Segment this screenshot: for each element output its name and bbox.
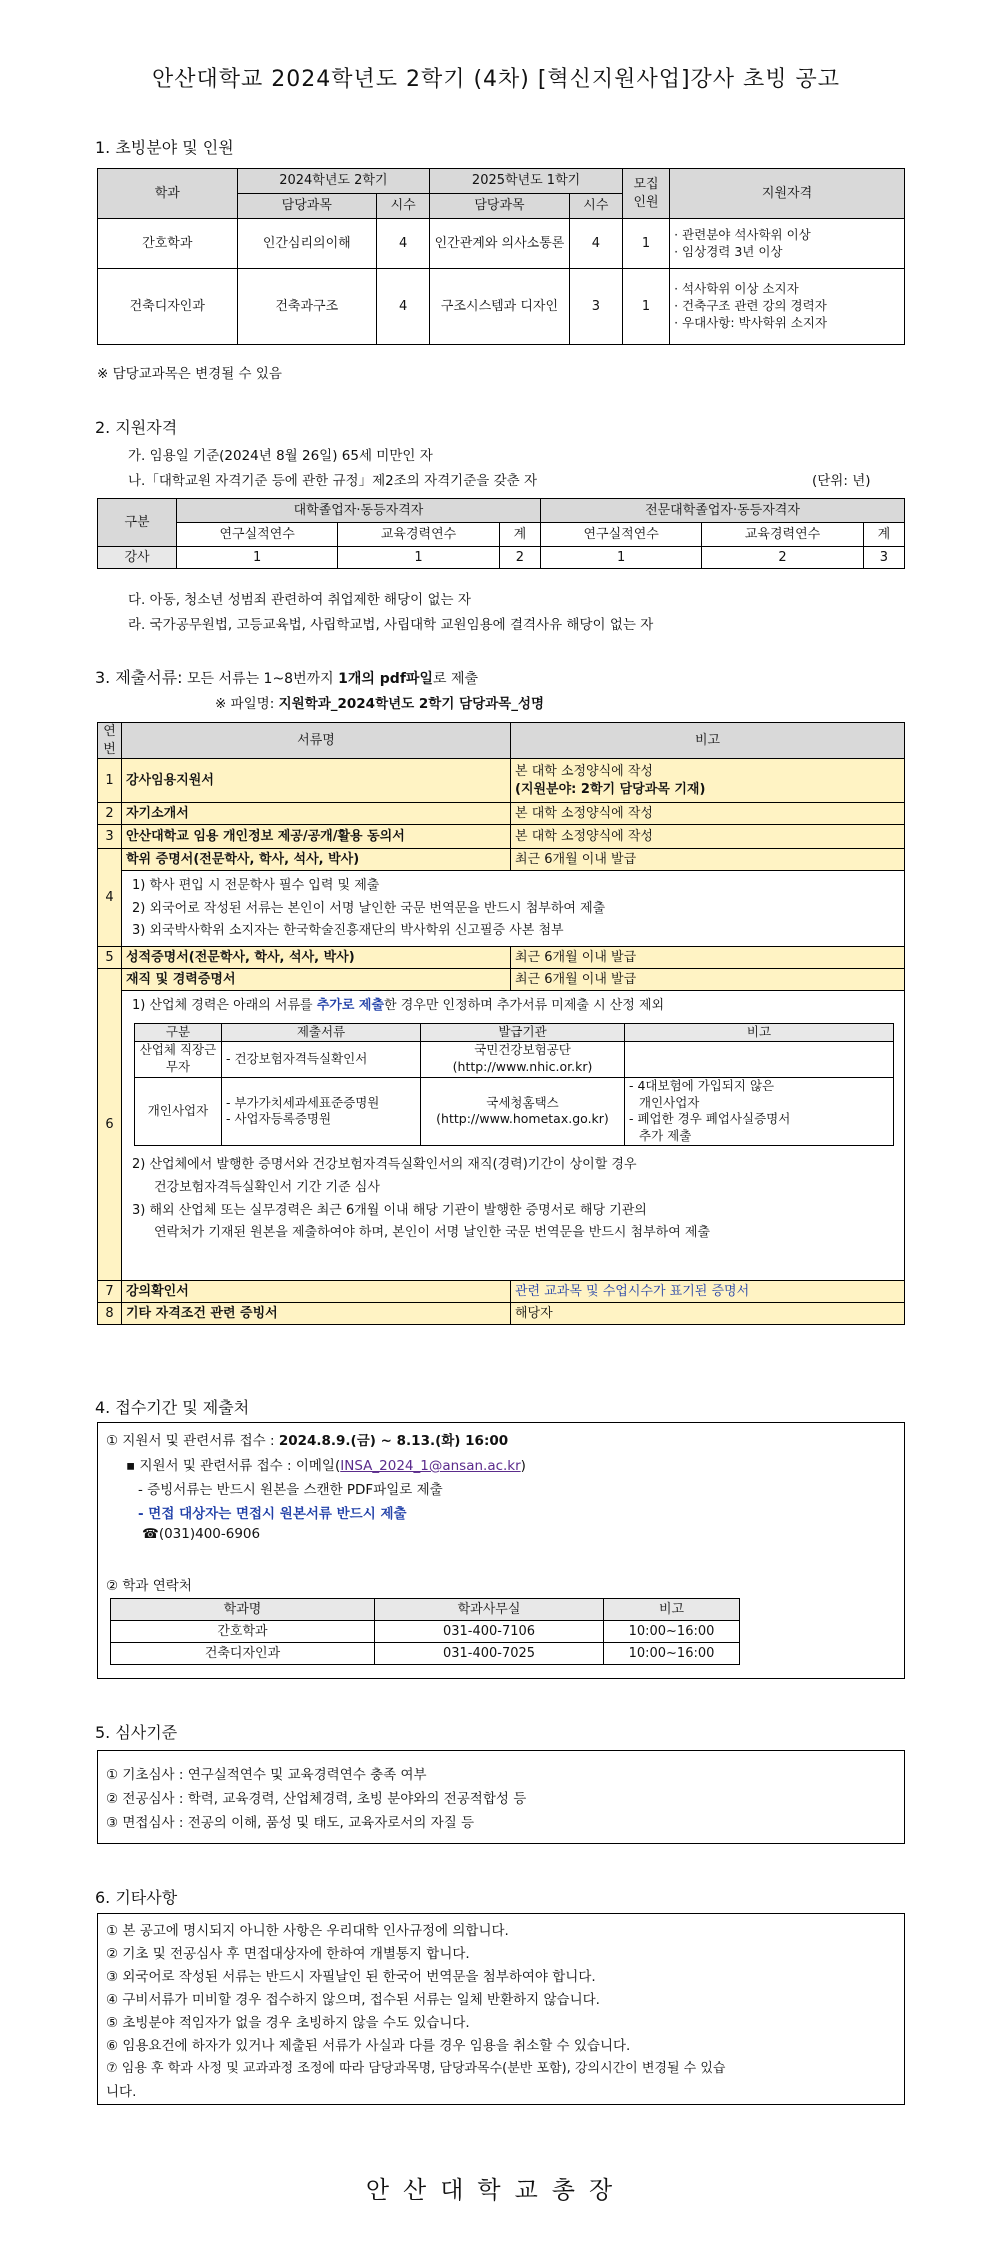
th-recruit: 모집 인원 [622,169,669,219]
criteria-item: ③ 면접심사 : 전공의 이해, 품성 및 태도, 교육자로서의 자질 등 [106,1815,475,1831]
cell-no: 5 [98,947,122,969]
th-research: 연구실적연수 [540,523,701,547]
table-row [98,825,905,849]
cell-doc: - 건강보험자격득실확인서 [222,1041,421,1077]
note-line: - 4대보험에 가입되지 않은 [629,1077,775,1093]
th-dept: 학과 [98,169,238,219]
table-row-detail [98,871,905,947]
th-univ: 대학졸업자·동등자격자 [177,499,541,523]
period-label: ① 지원서 및 관련서류 접수 : [106,1433,279,1449]
table-row [98,547,905,569]
email-line [126,1454,526,1474]
cell-no: 4 [98,849,122,947]
th-college: 전문대학졸업자·동등자격자 [540,499,904,523]
cell-doc: 강의확인서 [122,1281,511,1303]
th-note: 비고 [604,1599,740,1621]
table-row-detail [98,991,905,1281]
org-url: (http://www.hometax.go.kr) [436,1111,609,1127]
detail-line: 3) 해외 산업체 또는 실무경력은 최근 6개월 이내 해당 기관이 발행한 증명서로 해당 기관의 [132,1202,647,1218]
cell-recruit: 1 [622,219,669,269]
detail-line: 2) 산업체에서 발행한 증명서와 건강보험자격득실확인서의 재직(경력)기간이 상이할 경우 [132,1157,637,1173]
qual-line: · 석사학위 이상 소지자 [674,281,799,297]
phone-number: ☎(031)400-6906 [142,1526,261,1542]
qual-da: 다. 아동, 청소년 성범죄 관련하여 취업제한 해당이 없는 자 [128,592,471,608]
misc-item: ② 기초 및 전공심사 후 면접대상자에 한하여 개별통지 합니다. [106,1946,470,1962]
section-4-heading: 4. 접수기간 및 제출처 [95,1398,250,1417]
cell-doc [222,1077,421,1146]
cell-dept: 건축디자인과 [111,1643,375,1665]
th-subject: 담당과목 [430,194,570,219]
table-row [98,1281,905,1303]
th-hours: 시수 [377,194,430,219]
email-link[interactable]: INSA_2024_1@ansan.ac.kr [340,1458,521,1474]
section-5-box [97,1750,905,1844]
cell-note [511,759,905,803]
note-line: 추가 제출 [639,1128,692,1144]
sec1-note: ※ 담당교과목은 변경될 수 있음 [97,366,282,382]
misc-item: ③ 외국어로 작성된 서류는 반드시 자필날인 된 한국어 번역문을 첨부하여야 합니다. [106,1969,596,1985]
section-4-box [97,1422,905,1679]
scan-note: - 증빙서류는 반드시 원본을 스캔한 PDF파일로 제출 [138,1482,443,1498]
cell-doc: 재직 및 경력증명서 [122,969,511,991]
email-close: ) [520,1458,526,1474]
cell-hours: 3 [569,269,622,345]
th-gubun: 구분 [135,1023,222,1041]
cell-dept: 간호학과 [98,219,238,269]
interview-note: - 면접 대상자는 면접시 원본서류 반드시 제출 [138,1506,407,1522]
cell-subject: 건축과구조 [237,269,377,345]
documents-table [97,722,905,1325]
table-row [98,219,905,269]
misc-item: 니다. [106,2084,137,2100]
cell-dept: 간호학과 [111,1621,375,1643]
table-row [98,1303,905,1325]
th-doc: 서류명 [122,723,511,759]
note-line: 개인사업자 [639,1094,700,1110]
dept-contact-heading: ② 학과 연락처 [106,1578,192,1594]
section-1-heading: 1. 초빙분야 및 인원 [95,138,234,157]
qual-line: · 우대사항: 박사학위 소지자 [674,314,828,330]
th-note: 비고 [625,1023,894,1041]
cell-value: 3 [863,547,904,569]
heading-text: 3. 제출서류: [95,668,183,687]
issuer-signature: 안산대학교총장 [365,2176,627,2204]
cell-note: 본 대학 소정양식에 작성 [511,803,905,825]
table-row [111,1621,740,1643]
period-value: 2024.8.9.(금) ~ 8.13.(화) 16:00 [278,1433,509,1449]
cell-value: 2 [499,547,540,569]
section-5-heading: 5. 심사기준 [95,1723,178,1742]
th-office: 학과사무실 [375,1599,604,1621]
email-label: ▪ 지원서 및 관련서류 접수 : 이메일( [126,1458,341,1474]
cell-hours: 4 [377,219,430,269]
th-note: 비고 [511,723,905,759]
th-2024: 2024학년도 2학기 [237,169,430,194]
org-name: 국세청홈택스 [486,1094,559,1110]
misc-item: ⑦ 임용 후 학과 사정 및 교과과정 조정에 따라 담당과목명, 담당과목수(분반 포함), 강의시간이 변경될 수 있습 [106,2061,726,2076]
th-teach: 교육경력연수 [702,523,863,547]
section-6-box [97,1913,905,2105]
filename-label: ※ 파일명: [215,696,279,712]
qual-na: 나.「대학교원 자격기준 등에 관한 규정」제2조의 자격기준을 갖춘 자 [128,473,537,489]
table-row [98,969,905,991]
detail-block [132,1154,894,1245]
table-row [135,1041,894,1077]
cell-subject: 인간관계와 의사소통론 [430,219,570,269]
cell-no: 7 [98,1281,122,1303]
section-2-heading: 2. 지원자격 [95,418,178,437]
cell-note [625,1077,894,1146]
cell-no: 1 [98,759,122,803]
note-line: (지원분야: 2학기 담당과목 기재) [515,781,706,797]
cell-no: 6 [98,969,122,1281]
th-sum: 계 [863,523,904,547]
table-row [98,947,905,969]
cell-org [421,1041,625,1077]
doc-line: - 사업자등록증명원 [226,1111,332,1127]
page-title: 안산대학교 2024학년도 2학기 (4차) [혁신지원사업]강사 초빙 공고 [151,67,841,92]
cell-note: 관련 교과목 및 수업시수가 표기된 증명서 [511,1281,905,1303]
th-dept: 학과명 [111,1599,375,1621]
filename-value: 지원학과_2024학년도 2학기 담당과목_성명 [278,696,545,712]
org-name: 국민건강보험공단 [474,1042,571,1058]
cell-note: 10:00~16:00 [604,1643,740,1665]
th-gubun: 구분 [98,499,177,547]
cell-value: 1 [338,547,499,569]
detail-line: 2) 외국어로 작성된 서류는 본인이 서명 날인한 국문 번역문을 반드시 첨부하여 제출 [132,900,606,916]
cell-subject: 구조시스템과 디자인 [430,269,570,345]
cell-note: 최근 6개월 이내 발급 [511,849,905,871]
qual-ga: 가. 임용일 기준(2024년 8월 26일) 65세 미만인 자 [128,448,433,464]
th-hours: 시수 [569,194,622,219]
cell-value: 2 [702,547,863,569]
note-line: 본 대학 소정양식에 작성 [515,764,653,780]
cell-hours: 4 [377,269,430,345]
org-url: (http://www.nhic.or.kr) [452,1059,593,1075]
table-row [98,803,905,825]
qual-ra: 라. 국가공무원법, 고등교육법, 사립학교법, 사립대학 교원임용에 결격사유 해당이 없는 자 [128,617,654,633]
detail-line [132,997,894,1015]
qual-line: · 임상경력 3년 이상 [674,243,783,259]
cell-detail [122,991,905,1281]
detail-line: 연락처가 기재된 원본을 제출하여야 하며, 본인이 서명 날인한 국문 번역문을 반드시 첨부하여 제출 [154,1225,711,1241]
criteria-item: ① 기초심사 : 연구실적연수 및 교육경력연수 충족 여부 [106,1767,427,1783]
filename-line [215,692,544,712]
cell-no: 2 [98,803,122,825]
recruit-table [97,168,905,345]
cell-doc: 기타 자격조건 관련 증빙서 [122,1303,511,1325]
th-teach: 교육경력연수 [338,523,499,547]
detail-line: 3) 외국박사학위 소지자는 한국학술진흥재단의 박사학위 신고필증 사본 첨부 [132,922,564,938]
table-row [135,1077,894,1146]
table-row [98,849,905,871]
cell-note: 해당자 [511,1303,905,1325]
dept-contact-table [110,1598,740,1665]
detail-line: 건강보험자격득실확인서 기간 기준 심사 [154,1179,380,1195]
qual-line: · 관련분야 석사학위 이상 [674,226,811,242]
cell-note: 10:00~16:00 [604,1621,740,1643]
th-research: 연구실적연수 [177,523,338,547]
th-sum: 계 [499,523,540,547]
cell-doc: 강사임용지원서 [122,759,511,803]
table-row [98,759,905,803]
cell-subject: 인간심리의이해 [237,219,377,269]
unit-label: (단위: 년) [812,473,871,489]
detail-emph: 추가로 제출 [316,998,385,1014]
cell-recruit: 1 [622,269,669,345]
cell-value: 1 [540,547,701,569]
cell-detail [122,871,905,947]
criteria-item: ② 전공심사 : 학력, 교육경력, 산업체경력, 초빙 분야와의 전공적합성 등 [106,1791,527,1807]
detail-text: 1) 산업체 경력은 아래의 서류를 [132,998,317,1014]
qual-line: · 건축구조 관련 강의 경력자 [674,298,827,314]
cell-doc: 안산대학교 임용 개인정보 제공/공개/활용 동의서 [122,825,511,849]
note-line: - 폐업한 경우 폐업사실증명서 [629,1111,791,1127]
cell-value: 1 [177,547,338,569]
cell-doc: 학위 증명서(전문학사, 학사, 석사, 박사) [122,849,511,871]
cell-doc: 성적증명서(전문학사, 학사, 석사, 박사) [122,947,511,969]
doc-line: - 부가가치세과세표준증명원 [226,1094,380,1110]
misc-item: ④ 구비서류가 미비할 경우 접수하지 않으며, 접수된 서류는 일체 반환하지 않습니다. [106,1992,600,2008]
industry-table [134,1023,894,1147]
heading-text: 로 제출 [432,671,479,687]
misc-item: ① 본 공고에 명시되지 아니한 사항은 우리대학 인사규정에 의합니다. [106,1923,509,1939]
cell-note: 본 대학 소정양식에 작성 [511,825,905,849]
cell-qual [670,269,905,345]
heading-text: 1개의 pdf파일 [338,671,433,687]
table-row [98,269,905,345]
cell-hours: 4 [569,219,622,269]
qualification-table [97,498,905,569]
misc-item: ⑥ 임용요건에 하자가 있거나 제출된 서류가 사실과 다를 경우 임용을 취소할 수 있습니다. [106,2038,631,2054]
cell-no: 3 [98,825,122,849]
table-row [111,1643,740,1665]
heading-text: 모든 서류는 1~8번까지 [182,671,339,687]
section-3-heading [95,665,478,688]
section-6-heading: 6. 기타사항 [95,1888,178,1907]
detail-line: 1) 학사 편입 시 전문학사 필수 입력 및 제출 [132,878,380,894]
th-no: 연번 [98,723,122,759]
cell-doc: 자기소개서 [122,803,511,825]
cell-label: 강사 [98,547,177,569]
th-org: 발급기관 [421,1023,625,1041]
misc-item: ⑤ 초빙분야 적임자가 없을 경우 초빙하지 않을 수도 있습니다. [106,2015,470,2031]
period-line [106,1429,508,1449]
th-subject: 담당과목 [237,194,377,219]
cell-org [421,1077,625,1146]
cell-qual [670,219,905,269]
cell-office: 031-400-7106 [375,1621,604,1643]
cell-note: 최근 6개월 이내 발급 [511,969,905,991]
cell-note [625,1041,894,1077]
cell-office: 031-400-7025 [375,1643,604,1665]
th-2025: 2025학년도 1학기 [430,169,623,194]
th-qual: 지원자격 [670,169,905,219]
cell-dept: 건축디자인과 [98,269,238,345]
detail-text: 한 경우만 인정하며 추가서류 미제출 시 산정 제외 [384,998,665,1014]
cell-note: 최근 6개월 이내 발급 [511,947,905,969]
cell-gubun: 개인사업자 [135,1077,222,1146]
th-doc: 제출서류 [222,1023,421,1041]
cell-gubun: 산업체 직장근무자 [135,1041,222,1077]
cell-no: 8 [98,1303,122,1325]
